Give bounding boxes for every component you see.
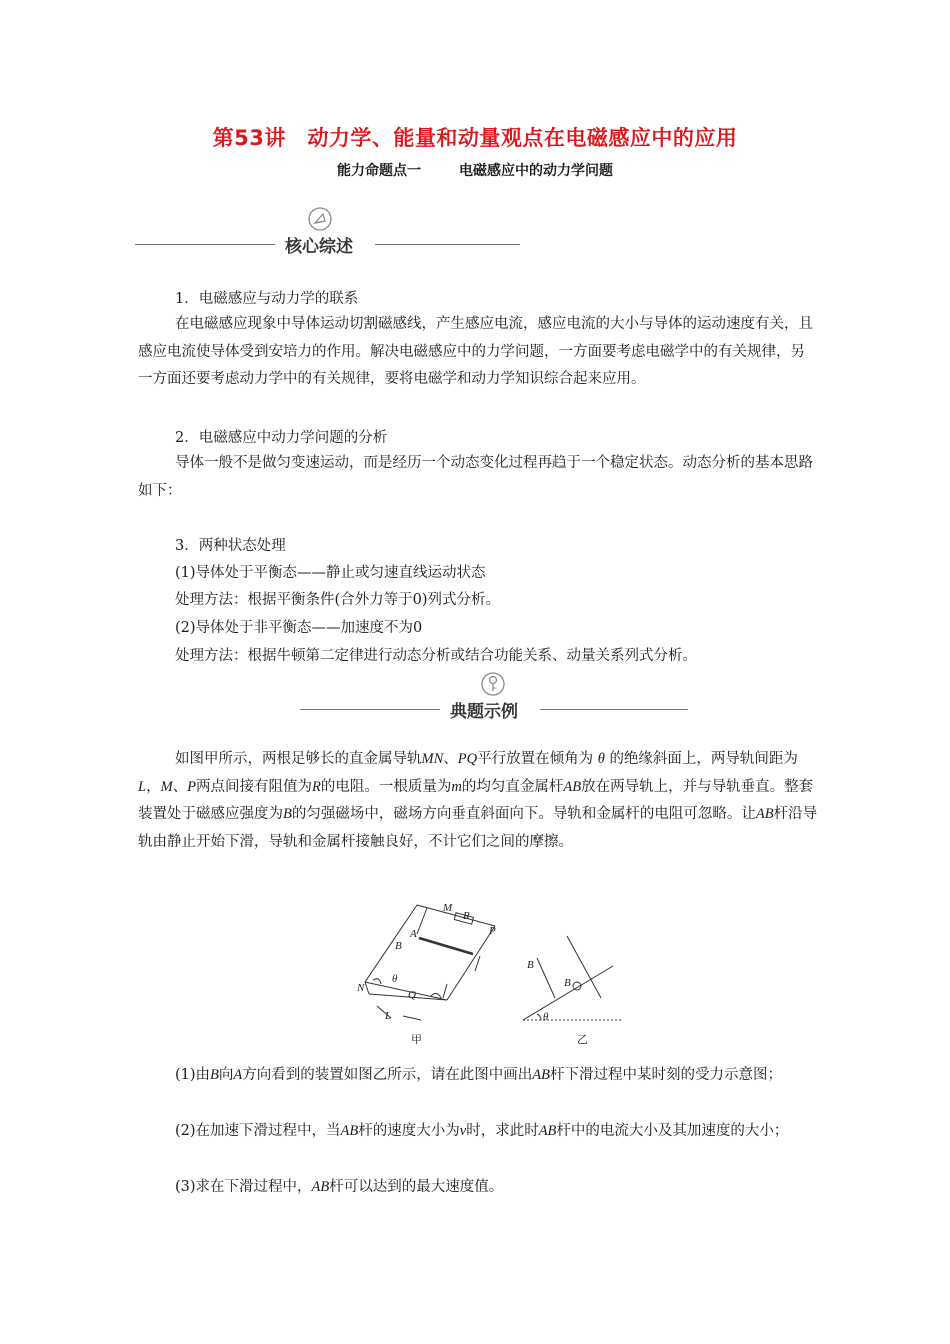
section-rule-left — [135, 244, 275, 245]
label-B3: B — [564, 977, 571, 989]
figure-a-labels — [356, 902, 496, 1046]
question-2: (2)在加速下滑过程中，当AB杆的速度大小为v时，求此时AB杆中的电流大小及其加速度的大小； — [175, 1123, 789, 1139]
subtitle-topic-number: 能力命题点一 — [337, 163, 421, 179]
key-emblem-icon — [480, 671, 506, 697]
item3-heading: 3．两种状态处理 — [175, 538, 286, 554]
problem-figure — [355, 898, 635, 1050]
label-theta2: θ — [543, 1011, 549, 1023]
label-A: A — [410, 928, 417, 940]
section-header-example — [300, 683, 688, 722]
label-L: L — [385, 1010, 392, 1022]
label-Q: Q — [408, 989, 416, 1001]
section-rule-right — [540, 709, 688, 710]
caption-a: 甲 — [411, 1033, 422, 1046]
lecture-title: 第53讲 动力学、能量和动量观点在电磁感应中的应用 — [212, 126, 738, 150]
question-3: (3)求在下滑过程中，AB杆可以达到的最大速度值。 — [175, 1179, 504, 1195]
section-rule-right — [375, 244, 520, 245]
state1-text: (1)导体处于平衡态——静止或匀速直线运动状态 — [175, 565, 486, 581]
figure-b-labels — [527, 959, 588, 1046]
label-B: B — [395, 940, 402, 952]
item1-heading: 1．电磁感应与动力学的联系 — [175, 291, 359, 307]
section-title-example: 典题示例 — [450, 702, 518, 722]
label-P: P — [489, 925, 496, 937]
figure-a-incline — [365, 905, 495, 1020]
label-R: R — [463, 910, 470, 922]
subtitle-topic: 电磁感应中的动力学问题 — [459, 163, 613, 179]
question-1: (1)由B向A方向看到的装置如图乙所示，请在此图中画出AB杆下滑过程中某时刻的受力示意图； — [175, 1067, 782, 1083]
item2-paragraph: 导体一般不是做匀变速运动，而是经历一个动态变化过程再趋于一个稳定状态。动态分析的基本思路如下： — [138, 455, 813, 499]
section-title-core: 核心综述 — [285, 237, 353, 257]
figure-b-incline — [523, 936, 623, 1020]
label-theta: θ — [392, 973, 398, 985]
state2-text: (2)导体处于非平衡态——加速度不为0 — [175, 620, 423, 636]
lecture-subtitle — [0, 160, 950, 180]
label-N: N — [357, 982, 365, 994]
item2-heading: 2．电磁感应中动力学问题的分析 — [175, 430, 388, 446]
section-rule-left — [300, 709, 440, 710]
leaf-emblem-icon — [307, 206, 333, 232]
label-B2: B — [527, 959, 534, 971]
section-header-core — [135, 218, 520, 257]
method2-text: 处理方法：根据牛顿第二定律进行动态分析或结合功能关系、动量关系列式分析。 — [175, 648, 697, 664]
method1-text: 处理方法：根据平衡条件(合外力等于0)列式分析。 — [175, 592, 501, 608]
caption-b: 乙 — [577, 1033, 588, 1046]
problem-statement: 如图甲所示，两根足够长的直金属导轨MN、PQ平行放置在倾角为 θ 的绝缘斜面上，两导轨间距为L，M、P两点间接有阻值为R的电阻。一根质量为m的均匀直金属杆AB放在两导轨上，并与导轨垂直。整套装置处于磁感应强度为B的匀强磁场中，磁场方向垂直斜面向下。导轨和金属杆的电阻可忽略。让AB杆沿导轨由静止开始下滑，导轨和金属杆接触良好，不计它们之间的摩擦。 — [138, 751, 818, 850]
item1-paragraph: 在电磁感应现象中导体运动切割磁感线，产生感应电流，感应电流的大小与导体的运动速度有关，且感应电流使导体受到安培力的作用。解决电磁感应中的力学问题，一方面要考虑电磁学中的有关规律，另一方面还要考虑动力学中的有关规律，要将电磁学和动力学知识综合起来应用。 — [138, 316, 813, 387]
label-M: M — [443, 902, 453, 914]
